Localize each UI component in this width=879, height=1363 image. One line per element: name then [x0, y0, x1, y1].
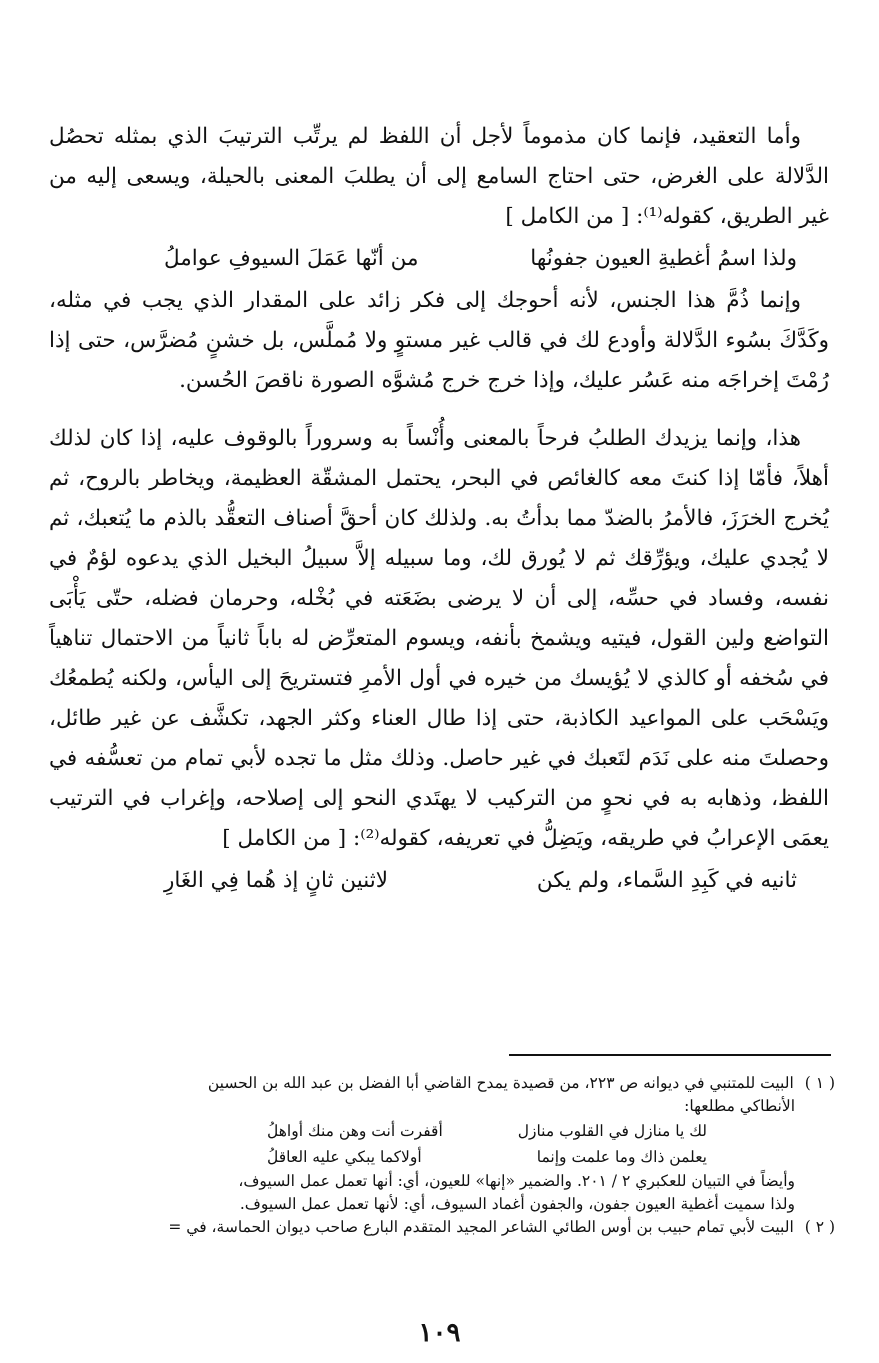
paragraph-gap — [49, 401, 829, 419]
footnote-number: ( ٢ ) — [804, 1218, 835, 1236]
footnote-1-source: وأيضاً في التبيان للعكبري ٢ / ٢٠١. والضمير «إنها» للعيون، أي: أنها تعمل عمل السيوف، — [238, 1172, 795, 1190]
footnote-text: البيت للمتنبي في ديوانه ص ٢٢٣، من قصيدة يمدح القاضي أبا الفضل بن عبد الله بن الحسين — [207, 1074, 794, 1092]
verse-line — [49, 859, 829, 903]
paragraph-text: هذا، وإنما يزيدك الطلبُ فرحاً بالمعنى وأُنْساً به وسروراً بالوقوف عليه، إذا كان لذلك أهلاً، فأمّا إذا كنتَ معه كالغائص في البحر، يحتمل المشقّة العظيمة، ويخاطر بالروح، ثم يُخرج الخرَزَ، فالأمرُ بالضدّ مما بدأتُ به. ولذلك كان أحقَّ أصناف التعقُّد بالذم ما يُتعبك، ثم لا يُجدي عليك، ويؤرِّقك ثم لا يُورق لك، وما سبيله إلاَّ سبيلُ البخيل الذي يدعوه لؤمٌ في نفسه، وفساد في حسِّه، إلى أن لا يرضى بضَعَته في بُخْله، وحرمان فضله، حتّى يَأْبَى التواضع ولين القول، فيتيه ويشمخ بأنفه، ويسوم المتعرِّض له باباً ثانياً من الاحتمال تناهياً في سُخفه أو كالذي لا يُؤيسك من خيره في أول الأمرِ فتستريحَ إلى اليأس، ولكنه يُطمعُك ويَسْحَب على المواعيد الكاذبة، حتى إذا طال العناء وكثر الجهد، تكشَّف عن غير طائل، وحصلتَ منه على نَدَم لتَعبك في غير حاصل. وذلك مثل ما تجده لأبي تمام من تعسُّفه في اللفظ، وذهابه به في نحوٍ من التركيب لا يهتَدي النحو إلى إصلاحه، وإغراب في الترتيب يعمَى الإعرابُ في طريقه، ويَضِلُّ في تعريفه، كقوله⁽²⁾: — [49, 426, 829, 851]
verse-first-hemistich: ولذا اسمُ أغطيةِ العيون جفونُها — [530, 246, 797, 271]
paragraph-text: وأما التعقيد، فإنما كان مذموماً لأجل أن اللفظ لم يرتِّب الترتيبَ الذي بمثله تحصُل الدَّلالة على الغرض، حتى احتاج السامع إلى أن يطلبَ المعنى بالحيلة، ويسعى إليه من غير الطريق، كقوله⁽¹⁾: — [49, 124, 829, 229]
footnote-verse-second: أقفرت أنت وهن منك أواهلُ — [267, 1122, 443, 1140]
footnote-verse-line — [267, 1118, 707, 1144]
paragraph-ta3qid — [49, 117, 829, 237]
footnote-number: ( ١ ) — [804, 1074, 835, 1092]
main-text — [49, 117, 829, 903]
verse-second-hemistich: من أنّها عَمَلَ السيوفِ عواملُ — [164, 246, 419, 271]
footnote-verse-second: أولاكما يبكي عليه العاقلُ — [267, 1148, 422, 1166]
verse-line — [49, 237, 829, 281]
meter-label: [ من الكامل ] — [222, 826, 347, 851]
footnote-verse-first: يعلمن ذاك وما علمت وإنما — [536, 1148, 707, 1166]
footnote-verse-line — [267, 1144, 707, 1170]
verse-second-hemistich: لاثنين ثانٍ إذ هُما فِي الغَارِ — [164, 868, 388, 893]
meter-label: [ من الكامل ] — [505, 204, 630, 229]
footnote-text: البيت لأبي تمام حبيب بن أوس الطائي الشاعر المجيد المتقدم البارع صاحب ديوان الحماسة، في = — [168, 1218, 794, 1236]
paragraph-talab — [49, 419, 829, 859]
paragraph-dhamm: وإنما ذُمَّ هذا الجنس، لأنه أحوجك إلى فكر زائد على المقدار الذي يجب في مثله، وكَدَّكَ بسُوء الدَّلالة وأودع لك في قالب غير مستوٍ ولا مُملَّس، بل خشنٍ مُضرَّس، حتى إذا رُمْتَ إخراجَه منه عَسُر عليك، وإذا خرج خرج مُشوَّه الصورة ناقصَ الحُسن. — [49, 288, 830, 393]
page-number: ١٠٩ — [418, 1318, 461, 1348]
verse-first-hemistich: ثانيه في كَبِدِ السَّماء، ولم يكن — [536, 868, 797, 893]
footnotes — [45, 1072, 835, 1239]
footnote-1-explanation: ولذا سميت أغطية العيون جفون، والجفون أغماد السيوف، أي: لأنها تعمل عمل السيوف. — [239, 1195, 795, 1213]
footnote-separator — [509, 1054, 831, 1056]
footnote-verse-first: لك يا منازل في القلوب منازل — [517, 1122, 707, 1140]
footnote-1 — [45, 1072, 835, 1095]
footnote-1-continuation: الأنطاكي مطلعها: — [684, 1097, 795, 1115]
footnote-2 — [45, 1216, 835, 1239]
